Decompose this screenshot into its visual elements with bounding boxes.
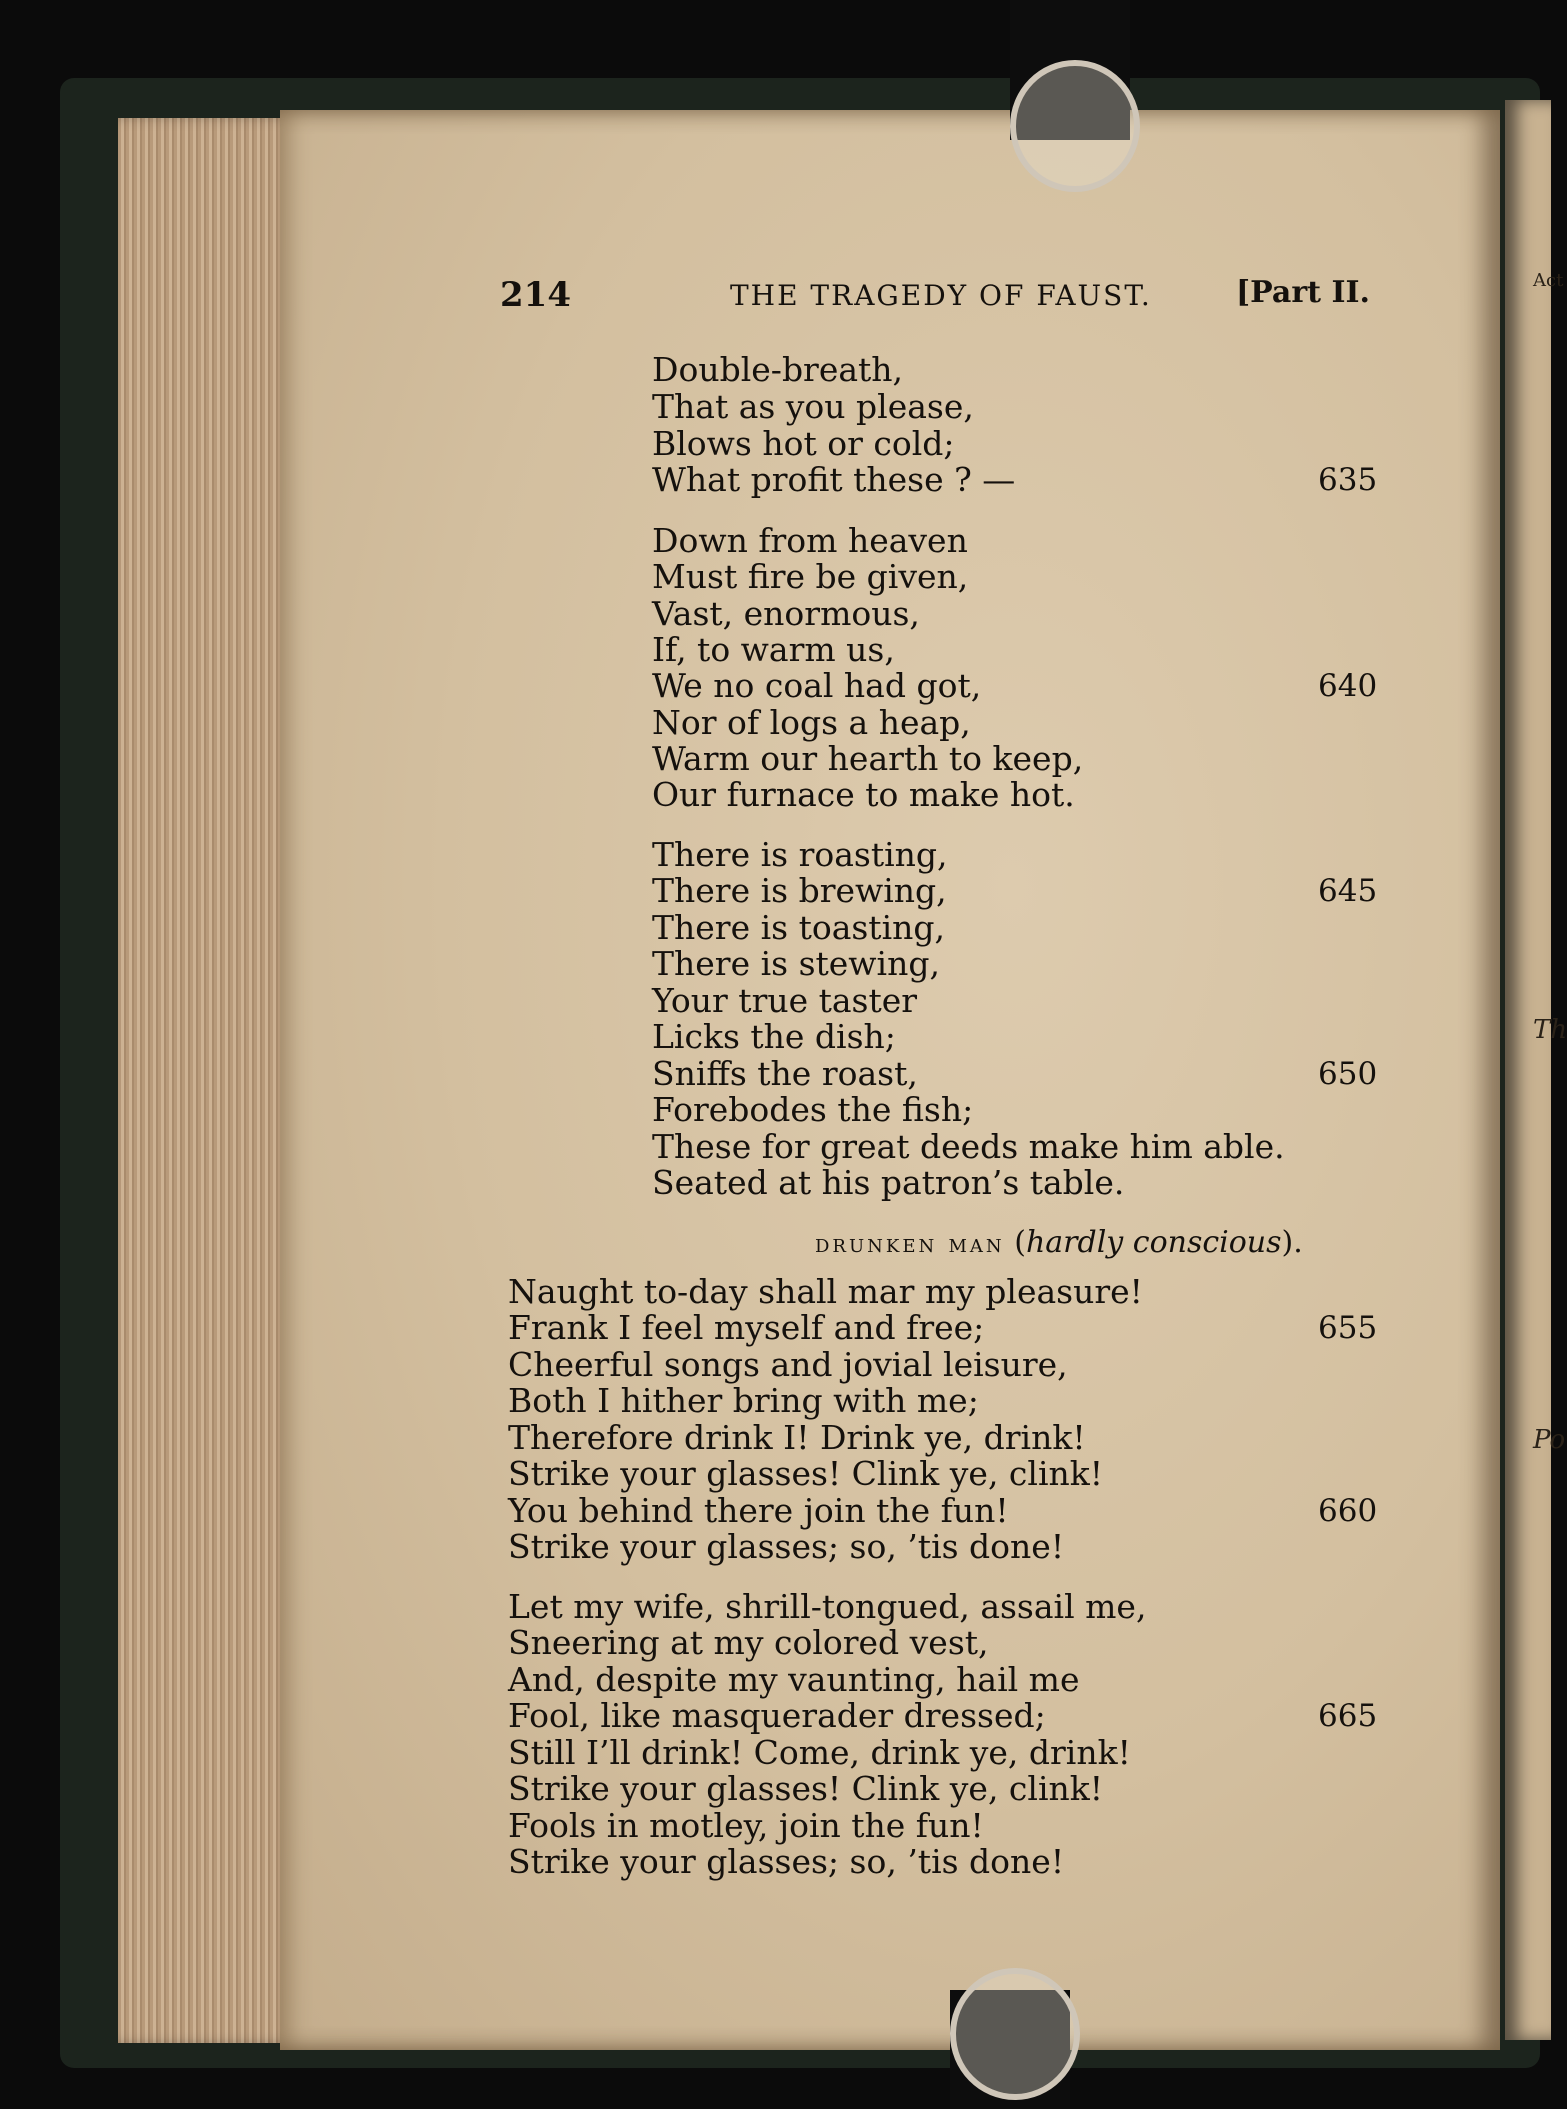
line-number: 665 — [1318, 1698, 1378, 1734]
verse-line: There is toasting, — [652, 908, 945, 947]
verse-line: We no coal had got, — [652, 666, 982, 705]
verse-line: Fool, like masquerader dressed; — [508, 1696, 1046, 1735]
verse-line: Licks the dish; — [652, 1017, 896, 1056]
verse-line: Strike your glasses; so, ’tis done! — [508, 1842, 1065, 1881]
line-number: 650 — [1318, 1056, 1378, 1092]
page-edges — [118, 118, 298, 2043]
verse-line: Nor of logs a heap, — [652, 703, 971, 742]
line-number: 635 — [1318, 462, 1378, 498]
stage-direction: hardly conscious — [1025, 1225, 1282, 1260]
verse-line: You behind there join the fun! — [508, 1491, 1009, 1530]
verse-line: Therefore drink I! Drink ye, drink! — [508, 1418, 1086, 1457]
speaker-paren-close: ). — [1281, 1225, 1303, 1260]
verse-line: Warm our hearth to keep, — [652, 739, 1084, 778]
verse-line: Frank I feel myself and free; — [508, 1308, 985, 1347]
verse-line: Both I hither bring with me; — [508, 1381, 979, 1420]
verse-line: Strike your glasses! Clink ye, clink! — [508, 1769, 1104, 1808]
top-clip — [1010, 60, 1140, 192]
line-number: 655 — [1318, 1310, 1378, 1346]
running-header — [500, 275, 1370, 315]
verse-line: There is roasting, — [652, 835, 948, 874]
line-number: 645 — [1318, 873, 1378, 909]
verse-line: Naught to-day shall mar my pleasure! — [508, 1272, 1143, 1311]
verse-line: Our furnace to make hot. — [652, 775, 1075, 814]
verse-line: Blows hot or cold; — [652, 424, 955, 463]
verse-line: That as you please, — [652, 387, 974, 426]
verse-line: Forebodes the fish; — [652, 1090, 974, 1129]
speaker-name: drunken man — [815, 1229, 1005, 1259]
part-label: [Part II. — [1235, 275, 1370, 310]
verse-line: Vast, enormous, — [652, 594, 920, 633]
verse-line: Double-breath, — [652, 350, 904, 389]
verse-line: Your true taster — [652, 981, 918, 1020]
verse-line: Still I’ll drink! Come, drink ye, drink! — [508, 1733, 1131, 1772]
verse-line: There is stewing, — [652, 944, 940, 983]
verse-line: Down from heaven — [652, 521, 968, 560]
verse-line: Seated at his patron’s table. — [652, 1163, 1125, 1202]
line-number: 640 — [1318, 668, 1378, 704]
verse-line: These for great deeds make him able. — [652, 1127, 1285, 1166]
verse-line: Strike your glasses; so, ’tis done! — [508, 1527, 1065, 1566]
facing-page-edge — [1505, 100, 1567, 2040]
verse-line: Fools in motley, join the fun! — [508, 1806, 984, 1845]
verse-line: Cheerful songs and jovial leisure, — [508, 1345, 1068, 1384]
facing-page-fragment: Po — [1533, 1425, 1566, 1455]
bottom-clip — [950, 1968, 1080, 2100]
facing-page-fragment: Act — [1533, 270, 1564, 291]
verse-line: Must fire be given, — [652, 557, 969, 596]
verse-line: Sniffs the roast, — [652, 1054, 918, 1093]
running-title: THE TRAGEDY OF FAUST. — [730, 279, 1152, 312]
facing-page-fragment: Th — [1533, 1015, 1567, 1045]
verse-line: Let my wife, shrill-tongued, assail me, — [508, 1587, 1147, 1626]
verse-line: There is brewing, — [652, 871, 947, 910]
page-number: 214 — [500, 275, 571, 315]
verse-line: If, to warm us, — [652, 630, 895, 669]
verse-line: Strike your glasses! Clink ye, clink! — [508, 1454, 1104, 1493]
verse-line: Sneering at my colored vest, — [508, 1623, 989, 1662]
line-number: 660 — [1318, 1493, 1378, 1529]
speaker-paren-open: ( — [1004, 1225, 1026, 1260]
verse-line: What profit these ? — — [652, 460, 1016, 499]
verse-line: And, despite my vaunting, hail me — [508, 1660, 1080, 1699]
speaker-heading — [815, 1225, 1303, 1260]
